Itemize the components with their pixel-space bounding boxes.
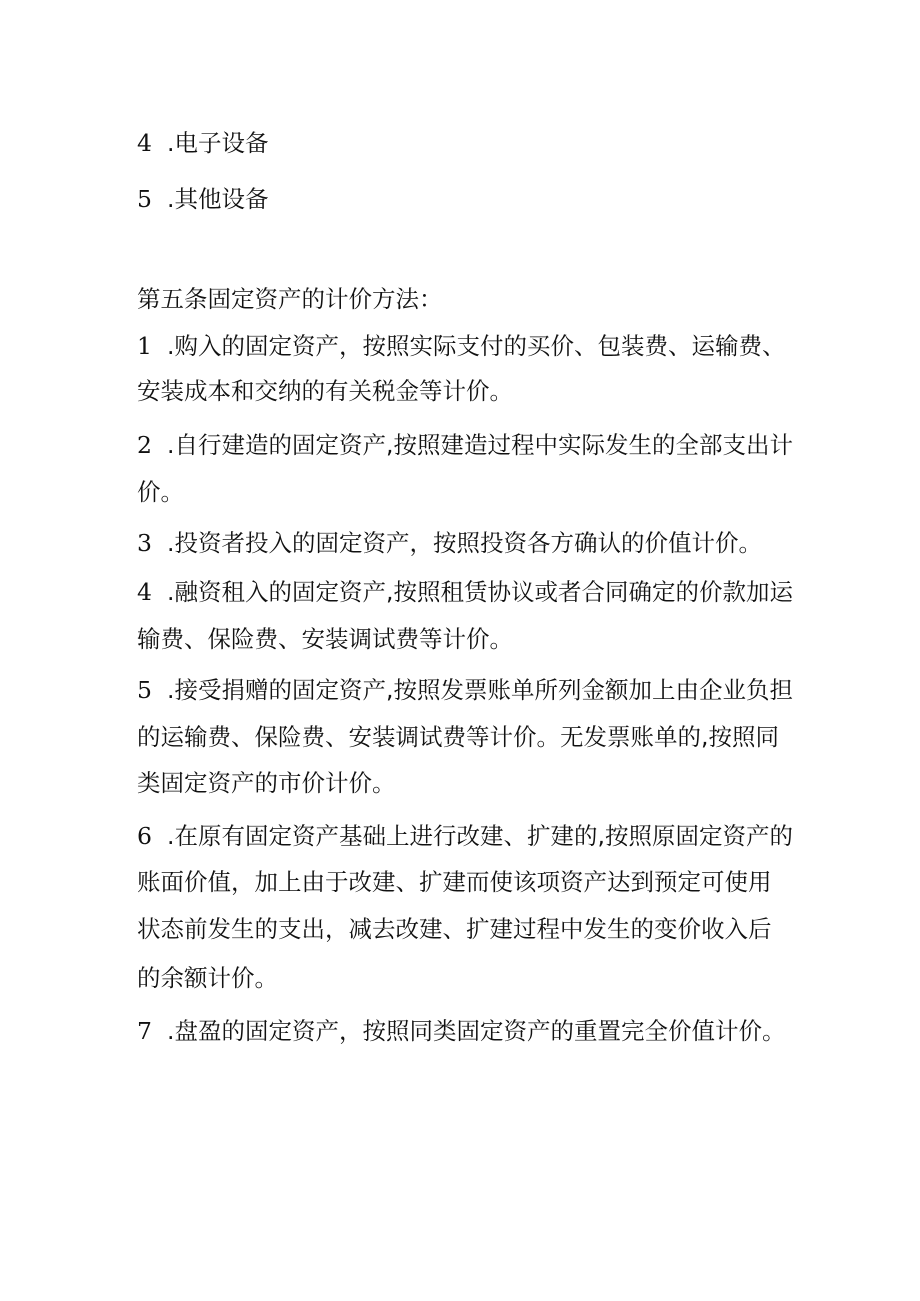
paragraph-line bbox=[137, 867, 772, 897]
item-text: 的运输费、保险费、安装调试费等计价。无发票账单的,按照同 bbox=[137, 723, 779, 751]
list-item-4-electronic bbox=[137, 128, 268, 158]
item-text: .投资者投入的固定资产，按照投资各方确认的价值计价。 bbox=[167, 529, 762, 557]
paragraph-line bbox=[137, 528, 762, 558]
item-text: 的余额计价。 bbox=[137, 964, 278, 992]
paragraph-line bbox=[137, 821, 793, 851]
paragraph-line bbox=[137, 1016, 785, 1046]
item-number: 4 bbox=[137, 129, 152, 157]
item-number: 3 bbox=[137, 529, 152, 557]
item-number: 4 bbox=[137, 578, 152, 606]
item-text: 价。 bbox=[137, 478, 184, 506]
item-number: 5 bbox=[137, 676, 152, 704]
paragraph-line bbox=[137, 376, 513, 406]
paragraph-line bbox=[137, 477, 184, 507]
paragraph-line bbox=[137, 430, 793, 460]
item-number: 6 bbox=[137, 822, 152, 850]
paragraph-line bbox=[137, 722, 779, 752]
item-text: .购入的固定资产，按照实际支付的买价、包装费、运输费、 bbox=[167, 332, 786, 360]
heading-text: 第五条固定资产的计价方法： bbox=[137, 285, 443, 313]
item-text: .盘盈的固定资产，按照同类固定资产的重置完全价值计价。 bbox=[167, 1017, 786, 1045]
paragraph-line bbox=[137, 577, 793, 607]
item-text: .电子设备 bbox=[167, 129, 269, 157]
section-heading bbox=[137, 284, 443, 314]
item-number: 1 bbox=[137, 332, 152, 360]
list-item-5-other bbox=[137, 184, 268, 214]
paragraph-line bbox=[137, 914, 772, 944]
item-number: 7 bbox=[137, 1017, 152, 1045]
paragraph-line bbox=[137, 675, 793, 705]
item-text: .其他设备 bbox=[167, 185, 269, 213]
item-number: 2 bbox=[137, 431, 152, 459]
item-number: 5 bbox=[137, 185, 152, 213]
item-text: 类固定资产的市价计价。 bbox=[137, 769, 396, 797]
item-text: 账面价值，加上由于改建、扩建而使该项资产达到预定可使用 bbox=[137, 868, 772, 896]
item-text: 安装成本和交纳的有关税金等计价。 bbox=[137, 377, 513, 405]
item-text: 状态前发生的支出，减去改建、扩建过程中发生的变价收入后 bbox=[137, 915, 772, 943]
item-text: .接受捐赠的固定资产,按照发票账单所列金额加上由企业负担 bbox=[167, 676, 793, 704]
paragraph-line bbox=[137, 768, 396, 798]
item-text: 输费、保险费、安装调试费等计价。 bbox=[137, 625, 513, 653]
item-text: .在原有固定资产基础上进行改建、扩建的,按照原固定资产的 bbox=[167, 822, 793, 850]
item-text: .融资租入的固定资产,按照租赁协议或者合同确定的价款加运 bbox=[167, 578, 793, 606]
paragraph-line bbox=[137, 331, 785, 361]
paragraph-line bbox=[137, 963, 278, 993]
paragraph-line bbox=[137, 624, 513, 654]
item-text: .自行建造的固定资产,按照建造过程中实际发生的全部支出计 bbox=[167, 431, 793, 459]
